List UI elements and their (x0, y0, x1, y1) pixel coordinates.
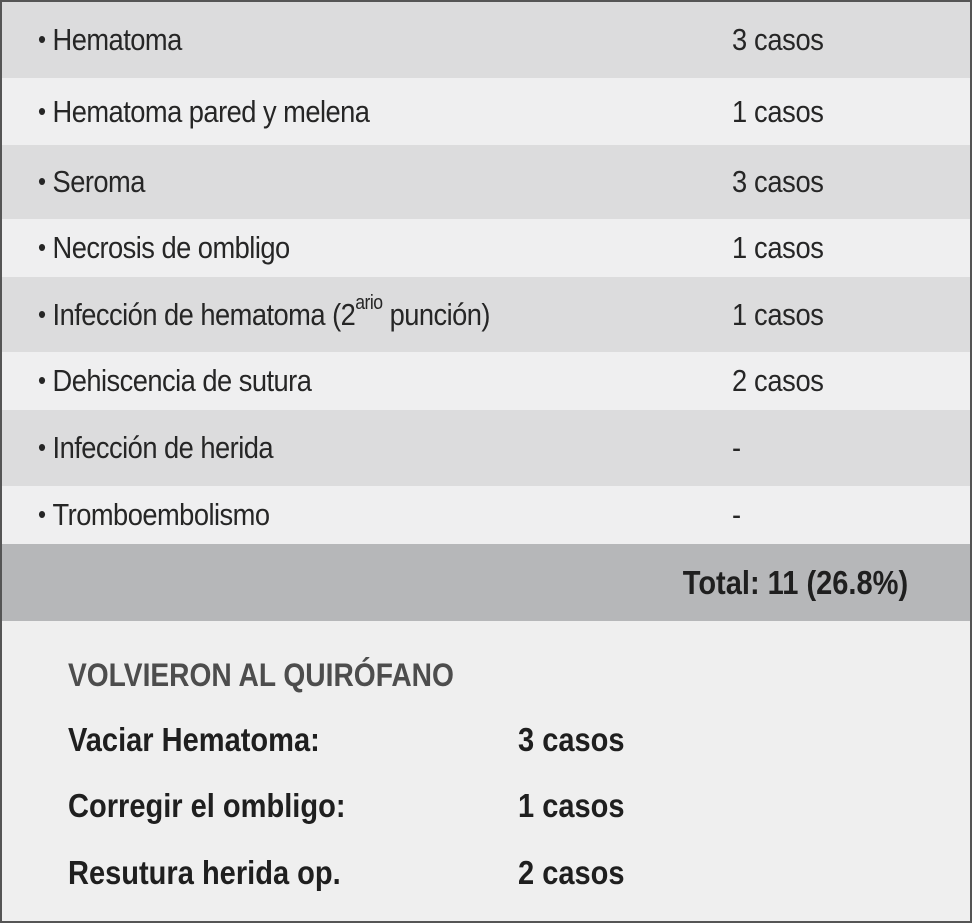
bullet-icon: • (38, 166, 46, 196)
bullet-icon: • (38, 432, 46, 462)
row-label-text: Hematoma pared y melena (52, 93, 370, 129)
bullet-icon: • (38, 499, 46, 529)
row-label-text: Infección de herida (52, 430, 274, 465)
bullet-icon: • (38, 365, 46, 395)
reoperation-label: Vaciar Hematoma: (68, 721, 320, 758)
row-value: 3 casos (732, 164, 824, 199)
row-label (38, 292, 491, 333)
bullet-icon: • (38, 232, 46, 262)
row-value: 2 casos (732, 363, 824, 398)
row-value: 1 casos (732, 93, 824, 129)
table-row (2, 2, 970, 78)
row-label (38, 94, 369, 130)
row-label (38, 164, 145, 200)
row-label-superscript: ario (355, 292, 383, 315)
bullet-icon: • (38, 24, 46, 54)
row-value: 1 casos (732, 230, 824, 265)
row-label-text: Necrosis de ombligo (52, 230, 290, 265)
row-value: - (732, 497, 741, 532)
row-value: 1 casos (732, 296, 824, 332)
table-row (2, 277, 970, 352)
row-label-text: Hematoma (52, 22, 182, 57)
row-label (38, 497, 269, 533)
row-label-text: Dehiscencia de sutura (52, 363, 312, 398)
section-title: VOLVIERON AL QUIRÓFANO (68, 657, 454, 693)
row-label-text: Seroma (52, 164, 145, 199)
row-label (38, 430, 273, 466)
total-row (2, 544, 970, 621)
reoperation-section (2, 621, 970, 921)
row-label (38, 22, 182, 58)
row-label-text: Infección de hematoma (2 (52, 296, 356, 332)
bullet-icon: • (38, 298, 46, 329)
row-label (38, 230, 290, 266)
row-label-text-suffix: punción) (382, 296, 491, 332)
row-label-text: Tromboembolismo (52, 497, 270, 532)
table-row (2, 219, 970, 277)
bullet-icon: • (38, 95, 46, 126)
reoperation-value: 2 casos (518, 854, 625, 891)
table-row (2, 145, 970, 219)
total-value: Total: 11 (26.8%) (682, 564, 908, 601)
reoperation-label: Resutura herida op. (68, 854, 341, 891)
row-label (38, 363, 311, 399)
table-row (2, 486, 970, 544)
table-row (2, 78, 970, 145)
table-row (2, 410, 970, 486)
table-row (2, 352, 970, 410)
row-value: 3 casos (732, 22, 824, 57)
row-value: - (732, 430, 741, 465)
reoperation-value: 3 casos (518, 721, 625, 758)
reoperation-value: 1 casos (518, 787, 625, 824)
reoperation-label: Corregir el ombligo: (68, 787, 346, 824)
